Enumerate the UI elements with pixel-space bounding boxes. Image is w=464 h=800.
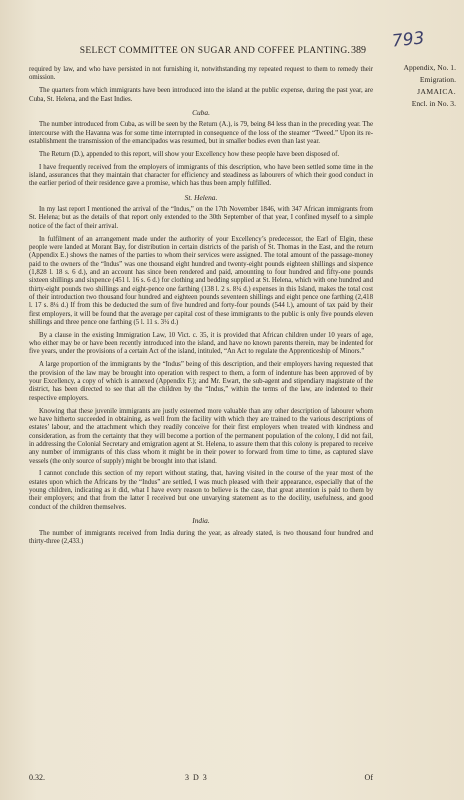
paragraph: A large proportion of the immigrants by the “Indus” being of this description, and their employers having requested that the provision of the law may be brought into operation with respect to them, a form of indenture has been approved of by your Excellency, a copy of which is annexed (Appendix F.); and Mr. Ewart, the sub-agent and stipendiary magistrate of the district, has been directed to see that all the children by the “Indus,” within the terms of the law, are indented to their respective employers. (29, 361, 373, 402)
margin-appendix: Appendix, No. 1. (403, 63, 456, 72)
page-number: 389 (351, 45, 366, 56)
page-footer (29, 773, 373, 785)
paragraph: required by law, and who have persisted in not furnishing it, notwithstanding my repeated request to them to remedy their omission. (29, 66, 373, 82)
paragraph: In fulfilment of an arrangement made under the authority of your Excellency’s predecessor, the Earl of Elgin, these people were landed at Morant Bay, for distribution in certain districts of the parish of St. Thomas in the East, and the return (Appendix E.) shows the names of the parties to whom their services were assigned. The total amount of the passage-money paid to the owners of the “Indus” was one thousand eight hundred and twenty-eight pounds eighteen shillings and sixpence (1,828 l. 18 s. 6 d.), and an account has since been rendered and paid, amounting to four hundred and fifty-one pounds sixteen shillings and sixpence (451 l. 16 s. 6 d.) for clothing and bedding supplied at St. Helena, which with one hundred and thirty-eight pounds two shillings and eight-pence one farthing (138 l. 2 s. 8¼ d.) expenses in this Island, makes the total cost of their introduction two thousand four hundred and eighteen pounds seventeen shillings and eight pence one farthing (2,418 l. 17 s. 8¼ d.) If from this be deducted the sum of five hundred and forty-four pounds (544 l.), amount of tax paid by their first employers, it will be found that the average per capital cost of these immigrants to the public is only five pounds eleven shillings and three pence one farthing (5 l. 11 s. 3¼ d.) (29, 235, 373, 326)
footer-catchword: Of (364, 773, 373, 782)
margin-notes (378, 62, 456, 110)
margin-place: JAMAICA. (417, 87, 456, 96)
paragraph: In my last report I mentioned the arrival of the “Indus,” on the 17th November 1846, with 347 African immigrants from St. Helena; but as the details of that report only extended to the 30th September of that year, I confined myself to a simple notice of the fact of their arrival. (29, 205, 373, 230)
paragraph: The Return (D.), appended to this report, will show your Excellency how these people have been disposed of. (39, 150, 340, 158)
folio-stamp: 793 (391, 28, 426, 52)
paragraph: The quarters from which immigrants have been introduced into the island at the public expense, during the past year, are Cuba, St. Helena, and the East Indies. (29, 87, 373, 103)
running-header: SELECT COMMITTEE ON SUGAR AND COFFEE PLANTING. (79, 46, 351, 56)
paragraph: By a clause in the existing Immigration Law, 10 Vict. c. 35, it is provided that African children under 10 years of age, who either may be or have been recently introduced into the island, and have no known parents therein, may be indented for five years, under the provisions of a certain Act of the island, intituled, “An Act to regulate the Apprenticeship of Minors.” (29, 331, 373, 356)
paragraph: The number introduced from Cuba, as will be seen by the Return (A.), is 79, being 84 less than in the preceding year. The intercourse with the Havanna was for some time interrupted in consequence of the loss of the steamer “Tweed.” Upon its re-establishment the transmission of the emancipados was resumed, but in smaller bodies even than last year. (29, 121, 373, 145)
paragraph: Knowing that these juvenile immigrants are justly esteemed more valuable than any other description of labourer whom we have hitherto succeeded in obtaining, as well from the facility with which they are trained to the various descriptions of estates’ labour, and the attachment which they readily conceive for their first employers when treated with kindness and consideration, as from the certainty that they will become a portion of the permanent population of the colony, I did not fail, in addressing the Colonial Secretary and emigration agent at St. Helena, to assure them that this colony is prepared to receive any number of immigrants of this class whom it might be in their power to forward from time to time, as captured slave vessels (the only source of supply) might be brought into that island. (29, 407, 373, 465)
section-heading-st-helena: St. Helena. (184, 192, 218, 202)
section-heading-india: India. (192, 516, 210, 526)
footer-signature-mark: 3 D 3 (185, 773, 208, 782)
margin-topic: Emigration. (419, 75, 456, 84)
footer-paper-number: 0.32. (29, 773, 45, 782)
section-heading-cuba: Cuba. (192, 107, 210, 117)
body-text (29, 66, 373, 551)
paragraph: I have frequently received from the employers of immigrants of this description, who have been settled some time in the island, assurances that they maintain that character for efficiency and steadiness as labourers of which their good conduct in the earlier period of their residence gave a promise, which has thus been amply fulfilled. (29, 163, 373, 188)
margin-enclosure: Encl. in No. 3. (411, 99, 456, 108)
paragraph: I cannot conclude this section of my report without stating, that, having visited in the course of the year most of the estates upon which the Africans by the “Indus” are settled, I was much pleased with their appearance, especially that of the young children, indicating as it did, what I have every reason to believe is the case, that great attention is paid to them by their employers; and that from the latter I received but one unvarying statement as to the docility, usefulness, and good conduct of the children themselves. (29, 470, 373, 511)
paragraph: The number of immigrants received from India during the year, as already stated, is two thousand four hundred and thirty-three (2,433.) (29, 529, 373, 545)
